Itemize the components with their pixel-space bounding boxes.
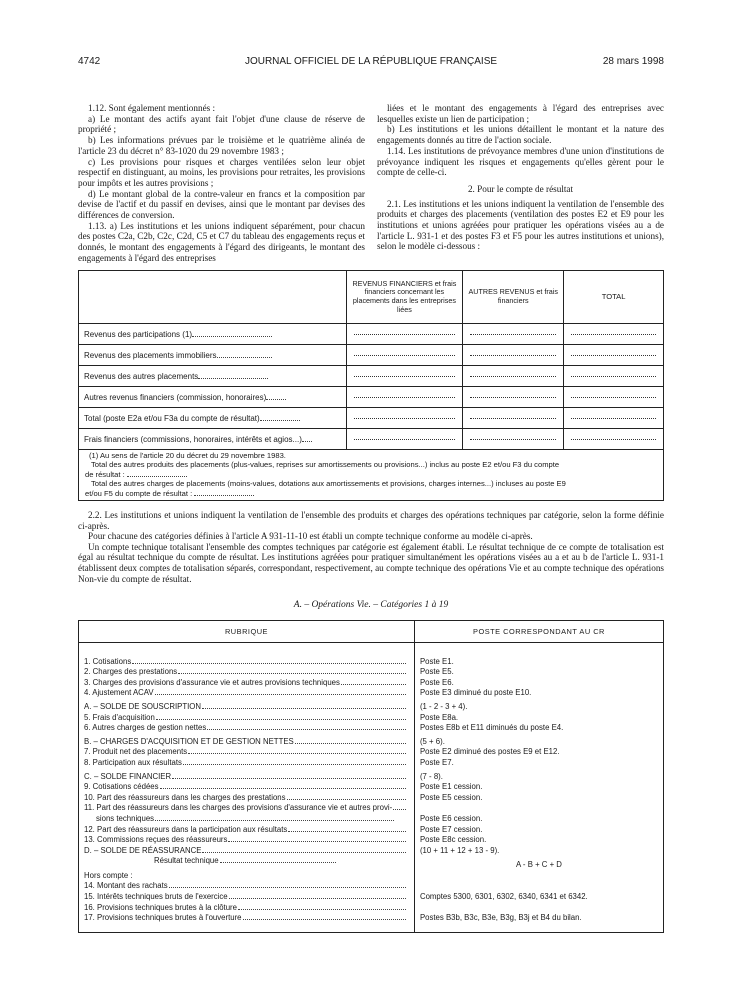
poste-cell xyxy=(414,643,663,657)
table-row xyxy=(79,793,664,804)
table-row xyxy=(79,657,664,668)
table-row xyxy=(79,324,664,345)
rubrique-cell: 6. Autres charges de gestion nettes xyxy=(79,723,415,734)
poste-cell: (7 - 8). xyxy=(414,769,663,783)
cell xyxy=(463,387,564,408)
table-row xyxy=(79,747,664,758)
cell xyxy=(564,408,664,429)
paragraph: 2.1. Les institutions et les unions indiquent la ventilation de l'ensemble des produits et charges des placements (ventilation des postes E2 et E9 pour les institutions et unions agréées pour pratiquer les opérations visées au a de l'article L. 931-1 et des postes F3 et F5 pour les autres institutions et unions), selon le modèle ci-dessous : xyxy=(377,198,664,252)
table-row xyxy=(79,892,664,903)
poste-cell: Poste E7 cession. xyxy=(414,825,663,836)
dotted-leader xyxy=(228,841,406,842)
table-row xyxy=(79,387,664,408)
cell xyxy=(346,387,463,408)
dotted-leader xyxy=(287,799,406,800)
poste-cell: (1 - 2 - 3 + 4). xyxy=(414,699,663,713)
cell xyxy=(346,408,463,429)
paragraph: a) Le montant des actifs ayant fait l'objet d'une clause de réserve de propriété ; xyxy=(78,113,365,135)
rubrique-cell: 1. Cotisations xyxy=(79,657,415,668)
cell xyxy=(346,366,463,387)
row-label: Frais financiers (commissions, honoraires, intérêts et agios...) xyxy=(79,429,347,450)
poste-cell xyxy=(414,803,663,814)
row-label: Revenus des autres placements xyxy=(79,366,347,387)
note-line: Total des autres charges de placements (moins-values, dotations aux amortissements et provisions, charges internes...) incluses au poste E9 xyxy=(91,479,566,489)
cell xyxy=(346,345,463,366)
dotted-leader xyxy=(156,719,406,720)
row-label: Autres revenus financiers (commission, honoraires) xyxy=(79,387,347,408)
rubrique-cell: 5. Frais d'acquisition xyxy=(79,713,415,724)
rubrique-cell: C. – SOLDE FINANCIER xyxy=(79,769,415,783)
poste-cell: Postes B3b, B3c, B3e, B3g, B3j et B4 du bilan. xyxy=(414,913,663,932)
paragraph: b) Les informations prévues par le troisième et le quatrième alinéa de l'article 23 du décret n° 83-1020 du 29 novembre 1983 ; xyxy=(78,135,365,156)
cell xyxy=(346,324,463,345)
paragraph: 1.12. Sont également mentionnés : xyxy=(88,103,216,113)
cell xyxy=(463,366,564,387)
cell xyxy=(463,408,564,429)
row-label: Revenus des placements immobiliers xyxy=(79,345,347,366)
table-row xyxy=(79,758,664,769)
table-row xyxy=(79,688,664,699)
rubrique-cell: 8. Participation aux résultats xyxy=(79,758,415,769)
paragraph: Pour chacune des catégories définies à l'article A 931-11-10 est établi un compte technique conforme au modèle ci-après. xyxy=(88,531,533,542)
paragraph: b) Les institutions et les unions détaillent le montant et la nature des engagements donnés au titre de l'action sociale. xyxy=(377,124,664,146)
note-line: de résultat : xyxy=(85,470,657,479)
poste-cell: Poste E1 cession. xyxy=(414,782,663,793)
header-cell: AUTRES REVENUS et frais financiers xyxy=(463,271,564,324)
poste-cell: Comptes 5300, 6301, 6302, 6340, 6341 et 6342. xyxy=(414,892,663,903)
poste-cell: Poste E8c cession. xyxy=(414,835,663,846)
poste-cell: (5 + 6). xyxy=(414,734,663,748)
dotted-leader xyxy=(288,831,406,832)
dotted-leader xyxy=(183,764,406,765)
dotted-leader xyxy=(229,898,406,899)
paragraph: liées et le montant des engagements à l'égard des entreprises avec lesquelles existe un lien de participation ; xyxy=(377,103,664,124)
table-row xyxy=(79,856,664,871)
header-cell xyxy=(79,271,347,324)
table-row xyxy=(79,643,664,657)
dotted-leader xyxy=(295,743,406,744)
investment-income-table xyxy=(78,270,664,450)
note-line: Total des autres produits des placements (plus-values, reprises sur amortissements ou provisions...) inclus au poste E2 et/ou F3 du compte xyxy=(91,460,560,470)
cell xyxy=(463,429,564,450)
poste-cell xyxy=(414,881,663,892)
right-column xyxy=(377,103,664,252)
cell xyxy=(564,429,664,450)
rubrique-cell: 3. Charges des provisions d'assurance vie et autres provisions techniques xyxy=(79,678,415,689)
cell xyxy=(564,324,664,345)
cell xyxy=(346,429,463,450)
cell xyxy=(564,387,664,408)
table-row xyxy=(79,846,664,857)
header-cell: REVENUS FINANCIERS et frais financiers concernant les placements dans les entreprises liées xyxy=(346,271,463,324)
dotted-leader xyxy=(132,663,406,664)
note-line: et/ou F5 du compte de résultat : xyxy=(85,489,657,498)
cell xyxy=(463,345,564,366)
table-notes xyxy=(78,449,664,501)
poste-cell: Poste E3 diminué du poste E10. xyxy=(414,688,663,699)
poste-cell: Poste E5 cession. xyxy=(414,793,663,804)
poste-header: POSTE CORRESPONDANT AU CR xyxy=(414,621,663,643)
dotted-leader xyxy=(160,788,406,789)
poste-cell: Poste E8a. xyxy=(414,713,663,724)
table-row xyxy=(79,825,664,836)
rubrique-cell: 13. Commissions reçues des réassureurs xyxy=(79,835,415,846)
rubrique-cell: 14. Montant des rachats xyxy=(79,881,415,892)
rubrique-cell: D. – SOLDE DE RÉASSURANCE xyxy=(79,846,415,857)
dotted-leader xyxy=(172,778,406,779)
table-row xyxy=(79,408,664,429)
header-cell: TOTAL xyxy=(564,271,664,324)
dotted-leader xyxy=(207,729,406,730)
rubrique-cell: 10. Part des réassureurs dans les charges des prestations xyxy=(79,793,415,804)
rubrique-cell: Hors compte : xyxy=(79,871,415,882)
table-header-row xyxy=(79,271,664,324)
poste-cell: Poste E7. xyxy=(414,758,663,769)
issue-date: 28 mars 1998 xyxy=(602,56,664,67)
paragraph: 2.2. Les institutions et unions indiquent la ventilation de l'ensemble des produits et charges des opérations techniques par catégorie, selon la forme définie ci-après. xyxy=(78,510,664,531)
rubrique-cell: 17. Provisions techniques brutes à l'ouverture xyxy=(79,913,415,932)
rubrique-cell: A. – SOLDE DE SOUSCRIPTION xyxy=(79,699,415,713)
page-number: 4742 xyxy=(78,56,101,67)
dotted-leader xyxy=(220,862,336,863)
dotted-leader xyxy=(243,919,406,920)
page-header xyxy=(78,56,664,72)
table-row xyxy=(79,713,664,724)
table-row xyxy=(79,913,664,932)
table-row xyxy=(79,678,664,689)
journal-title: JOURNAL OFFICIEL DE LA RÉPUBLIQUE FRANÇAISE xyxy=(244,56,498,67)
poste-cell: A - B + C + D xyxy=(414,856,663,871)
rubrique-cell: 12. Part des réassureurs dans la participation aux résultats xyxy=(79,825,415,836)
row-label: Total (poste E2a et/ou F3a du compte de résultat) xyxy=(79,408,347,429)
footnote: (1) Au sens de l'article 20 du décret du 29 novembre 1983. xyxy=(89,451,286,460)
poste-cell: Poste E1. xyxy=(414,657,663,668)
table-row xyxy=(79,429,664,450)
paragraph: d) Le montant global de la contre-valeur en francs et la composition par devise de l'actif et du passif en devises, ainsi que le montant par devises des différences de conversion. xyxy=(78,188,365,221)
dotted-leader xyxy=(238,909,406,910)
dotted-leader xyxy=(169,887,406,888)
poste-cell xyxy=(414,871,663,882)
paragraph: Un compte technique totalisant l'ensemble des comptes techniques par catégorie est également établi. Le résultat technique de ce compte de totalisation est égal au résultat technique du compte de résultat. Les institutions agréées pour pratiquer simultanément les opérations visées au a et au b de l'article L. 931-1 établissent deux comptes de totalisation séparés, correspondant, respectivement, au compte technique des opérations Vie et au compte technique des opérations Non-vie du compte de résultat. xyxy=(78,541,664,584)
row-label: Revenus des participations (1) xyxy=(79,324,347,345)
paragraph: 1.14. Les institutions de prévoyance membres d'une union d'institutions de prévoyance indiquent les risques et engagements qu'elles gèrent pour le compte de celle-ci. xyxy=(377,145,664,178)
table-row xyxy=(79,803,664,814)
section-a-title: A. – Opérations Vie. – Catégories 1 à 19 xyxy=(293,600,449,610)
rubrique-cell: 7. Produit net des placements xyxy=(79,747,415,758)
rubrique-cell xyxy=(79,643,415,657)
rubrique-cell: B. – CHARGES D'ACQUISITION ET DE GESTION NETTES xyxy=(79,734,415,748)
table-row xyxy=(79,903,664,914)
table-row xyxy=(79,871,664,882)
table-row xyxy=(79,345,664,366)
dotted-leader xyxy=(178,673,406,674)
dotted-leader xyxy=(393,809,406,810)
paragraph: c) Les provisions pour risques et charges ventilées selon leur objet respectif en distinguant, au moins, les provisions pour retraites, les provisions pour impôts et les autres provisions ; xyxy=(78,156,365,188)
dotted-leader xyxy=(341,684,406,685)
technical-account-table xyxy=(78,620,664,933)
rubrique-cell: 9. Cotisations cédées xyxy=(79,782,415,793)
rubrique-cell: sions techniques xyxy=(79,814,415,825)
table-row xyxy=(79,769,664,783)
table-row xyxy=(79,814,664,825)
paragraph-2-2 xyxy=(78,510,664,584)
table-row xyxy=(79,699,664,713)
poste-cell: Poste E5. xyxy=(414,667,663,678)
cell xyxy=(463,324,564,345)
table-row xyxy=(79,734,664,748)
poste-cell: Postes E8b et E11 diminués du poste E4. xyxy=(414,723,663,734)
paragraph: 1.13. a) Les institutions et les unions indiquent séparément, pour chacun des postes C2a, C2b, C2c, C2d, C5 et C7 du tableau des engagements reçus et donnés, le montant des engagements à l'égard des dirigeants, le montant des engagements à l'égard des entreprises xyxy=(78,220,365,263)
cell xyxy=(564,345,664,366)
dotted-leader xyxy=(155,820,394,821)
table-row xyxy=(79,835,664,846)
cell xyxy=(564,366,664,387)
poste-cell: Poste E6 cession. xyxy=(414,814,663,825)
left-column xyxy=(78,103,365,264)
dotted-leader xyxy=(202,852,406,853)
rubrique-cell: 2. Charges des prestations xyxy=(79,667,415,678)
rubrique-cell: Résultat technique xyxy=(79,856,415,871)
rubrique-cell: 16. Provisions techniques brutes à la clôture xyxy=(79,903,415,914)
table-row xyxy=(79,667,664,678)
table-row xyxy=(79,881,664,892)
section-heading: 2. Pour le compte de résultat xyxy=(467,183,574,194)
rubrique-cell: 11. Part des réassureurs dans les charges des provisions d'assurance vie et autres provi- xyxy=(79,803,415,814)
dotted-leader xyxy=(188,753,406,754)
table-row xyxy=(79,723,664,734)
table-row xyxy=(79,782,664,793)
dotted-leader xyxy=(202,708,406,709)
rubrique-cell: 15. Intérêts techniques bruts de l'exercice xyxy=(79,892,415,903)
table-header-row xyxy=(79,621,664,643)
dotted-leader xyxy=(155,694,406,695)
poste-cell: (10 + 11 + 12 + 13 - 9). xyxy=(414,846,663,857)
poste-cell: Poste E6. xyxy=(414,678,663,689)
rubrique-cell: 4. Ajustement ACAV xyxy=(79,688,415,699)
poste-cell: Poste E2 diminué des postes E9 et E12. xyxy=(414,747,663,758)
table-row xyxy=(79,366,664,387)
poste-cell xyxy=(414,903,663,914)
rubrique-header: RUBRIQUE xyxy=(79,621,415,643)
